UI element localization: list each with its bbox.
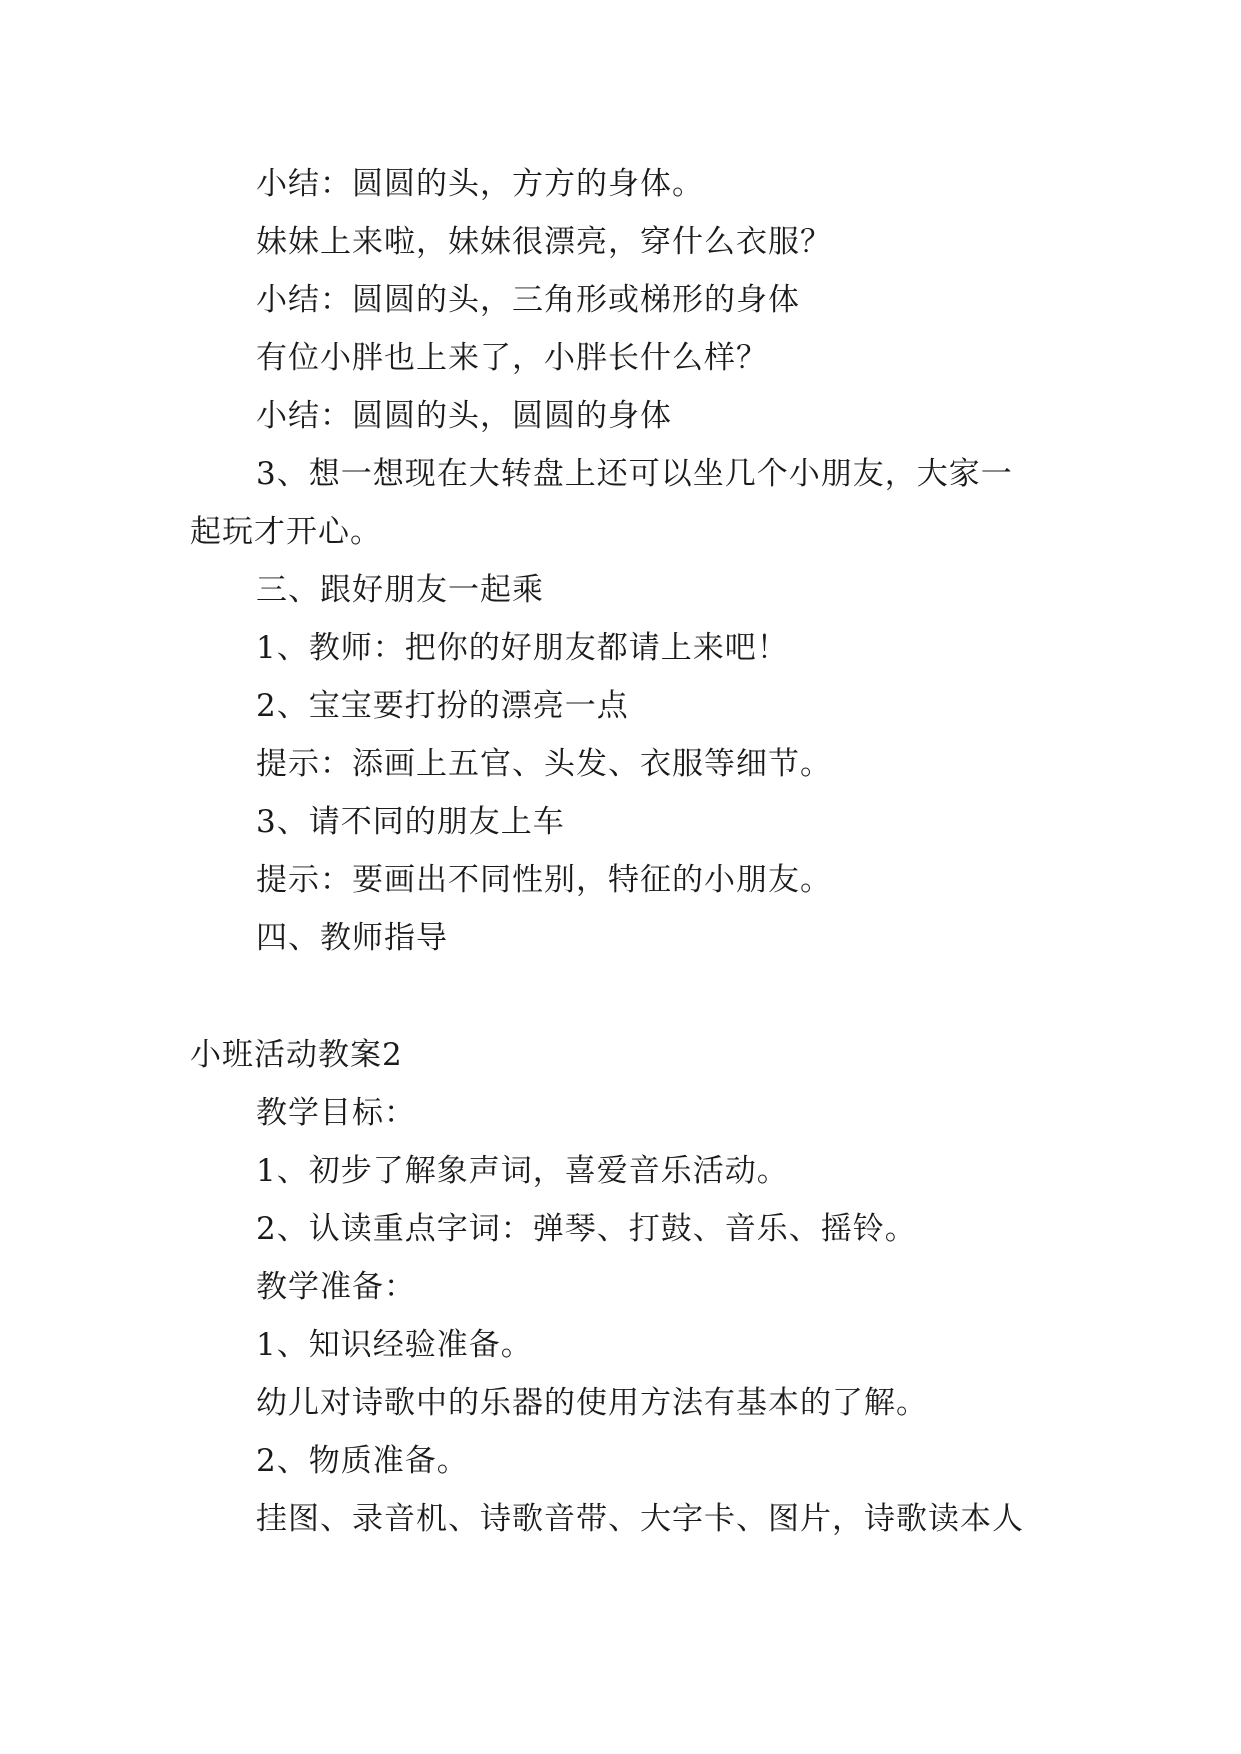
paragraph-line: 小结：圆圆的头，圆圆的身体 — [256, 398, 672, 434]
paragraph-line: 挂图、录音机、诗歌音带、大字卡、图片，诗歌读本人 — [256, 1501, 1024, 1537]
paragraph-line: 小结：圆圆的头，三角形或梯形的身体 — [256, 282, 800, 318]
paragraph-line: 提示：添画上五官、头发、衣服等细节。 — [256, 746, 832, 782]
paragraph-line: 小结：圆圆的头，方方的身体。 — [256, 166, 704, 202]
paragraph-line: 3、请不同的朋友上车 — [256, 804, 565, 840]
paragraph-line: 有位小胖也上来了，小胖长什么样？ — [256, 340, 768, 376]
paragraph-line: 1、教师：把你的好朋友都请上来吧！ — [256, 630, 789, 666]
document-title: 小班活动教案2 — [190, 1037, 403, 1073]
paragraph-line: 幼儿对诗歌中的乐器的使用方法有基本的了解。 — [256, 1385, 928, 1421]
section-heading: 三、跟好朋友一起乘 — [256, 572, 544, 608]
paragraph-line: 1、知识经验准备。 — [256, 1327, 533, 1363]
paragraph-line: 1、初步了解象声词，喜爱音乐活动。 — [256, 1153, 789, 1189]
paragraph-line: 2、认读重点字词：弹琴、打鼓、音乐、摇铃。 — [256, 1211, 917, 1247]
paragraph-line: 提示：要画出不同性别，特征的小朋友。 — [256, 862, 832, 898]
paragraph-line: 起玩才开心。 — [190, 514, 382, 550]
paragraph-line: 妹妹上来啦，妹妹很漂亮，穿什么衣服？ — [256, 224, 832, 260]
paragraph-line: 2、宝宝要打扮的漂亮一点 — [256, 688, 629, 724]
section-heading: 教学目标： — [256, 1095, 416, 1131]
paragraph-line: 3、想一想现在大转盘上还可以坐几个小朋友，大家一 — [256, 456, 1013, 492]
section-heading: 教学准备： — [256, 1269, 416, 1305]
section-heading: 四、教师指导 — [256, 920, 448, 956]
paragraph-line: 2、物质准备。 — [256, 1443, 469, 1479]
